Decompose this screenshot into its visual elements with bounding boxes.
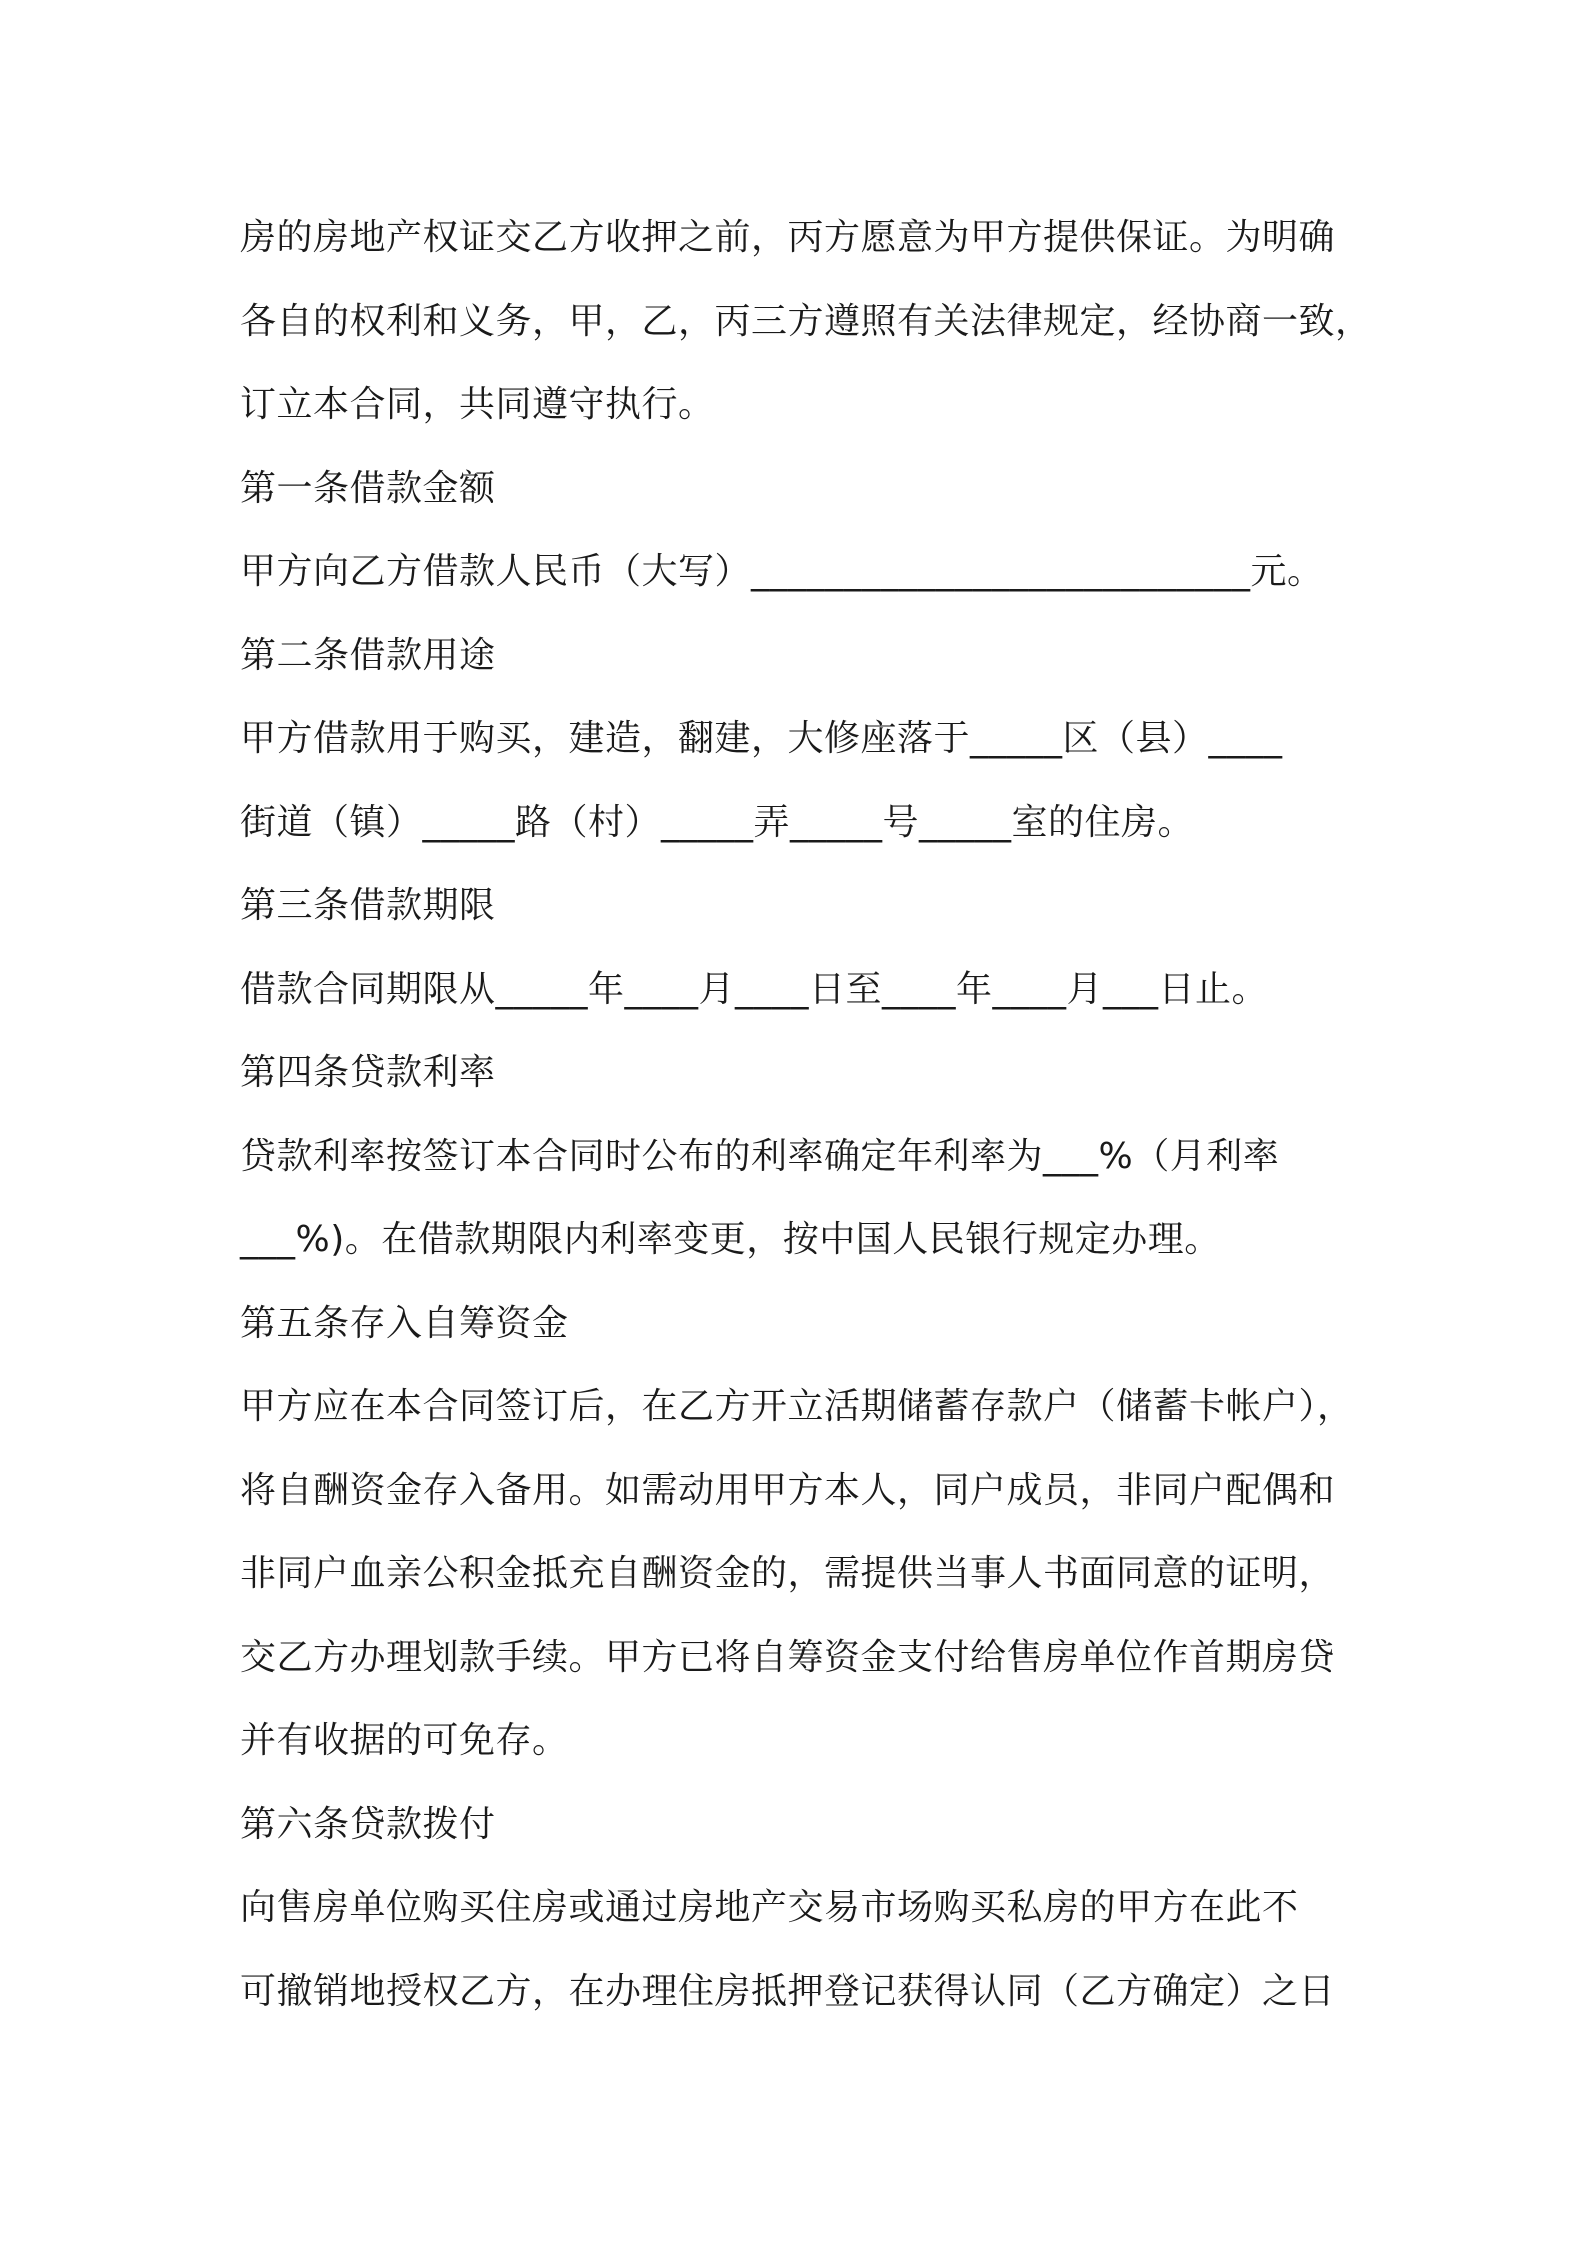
paragraph-line: 借款合同期限从_____年____月____日至____年____月___日止。 [240, 968, 1269, 1010]
paragraph-line: 向售房单位购买住房或通过房地产交易市场购买私房的甲方在此不 [240, 1887, 1299, 1928]
paragraph-line: 街道（镇）_____路（村）_____弄_____号_____室的住房。 [240, 801, 1195, 843]
paragraph-line: 交乙方办理划款手续。甲方已将自筹资金支付给售房单位作首期房贷 [240, 1636, 1336, 1678]
paragraph-line: 甲方应在本合同签订后，在乙方开立活期储蓄存款户（储蓄卡帐户）， [240, 1386, 1354, 1427]
article-1-heading: 第一条借款金额 [240, 467, 496, 509]
article-3-heading: 第三条借款期限 [240, 885, 496, 926]
paragraph-line: 将自酬资金存入备用。如需动用甲方本人，同户成员，非同户配偶和 [240, 1469, 1336, 1511]
paragraph-line: 甲方向乙方借款人民币（大写）___________________________元。 [240, 551, 1324, 592]
article-4-heading: 第四条贷款利率 [240, 1052, 496, 1093]
paragraph-line: 非同户血亲公积金抵充自酬资金的，需提供当事人书面同意的证明， [240, 1553, 1336, 1594]
paragraph-line: ___%)。在借款期限内利率变更，按中国人民银行规定办理。 [240, 1219, 1221, 1260]
contract-body [240, 196, 1372, 2033]
paragraph-line: 甲方借款用于购买，建造，翻建，大修座落于_____区（县）____ [240, 718, 1283, 759]
paragraph-line: 房的房地产权证交乙方收押之前，丙方愿意为甲方提供保证。为明确 [240, 217, 1336, 258]
article-2-heading: 第二条借款用途 [240, 634, 496, 676]
paragraph-line: 贷款利率按签订本合同时公布的利率确定年利率为___%（月利率 [240, 1135, 1280, 1177]
article-5-heading: 第五条存入自筹资金 [240, 1302, 569, 1344]
paragraph-line: 各自的权利和义务，甲，乙，丙三方遵照有关法律规定，经协商一致， [240, 300, 1372, 342]
paragraph-line: 并有收据的可免存。 [240, 1720, 569, 1761]
paragraph-line: 可撤销地授权乙方，在办理住房抵押登记获得认同（乙方确定）之日 [240, 1970, 1336, 2012]
article-6-heading: 第六条贷款拨付 [240, 1803, 496, 1845]
paragraph-line: 订立本合同，共同遵守执行。 [240, 384, 715, 425]
